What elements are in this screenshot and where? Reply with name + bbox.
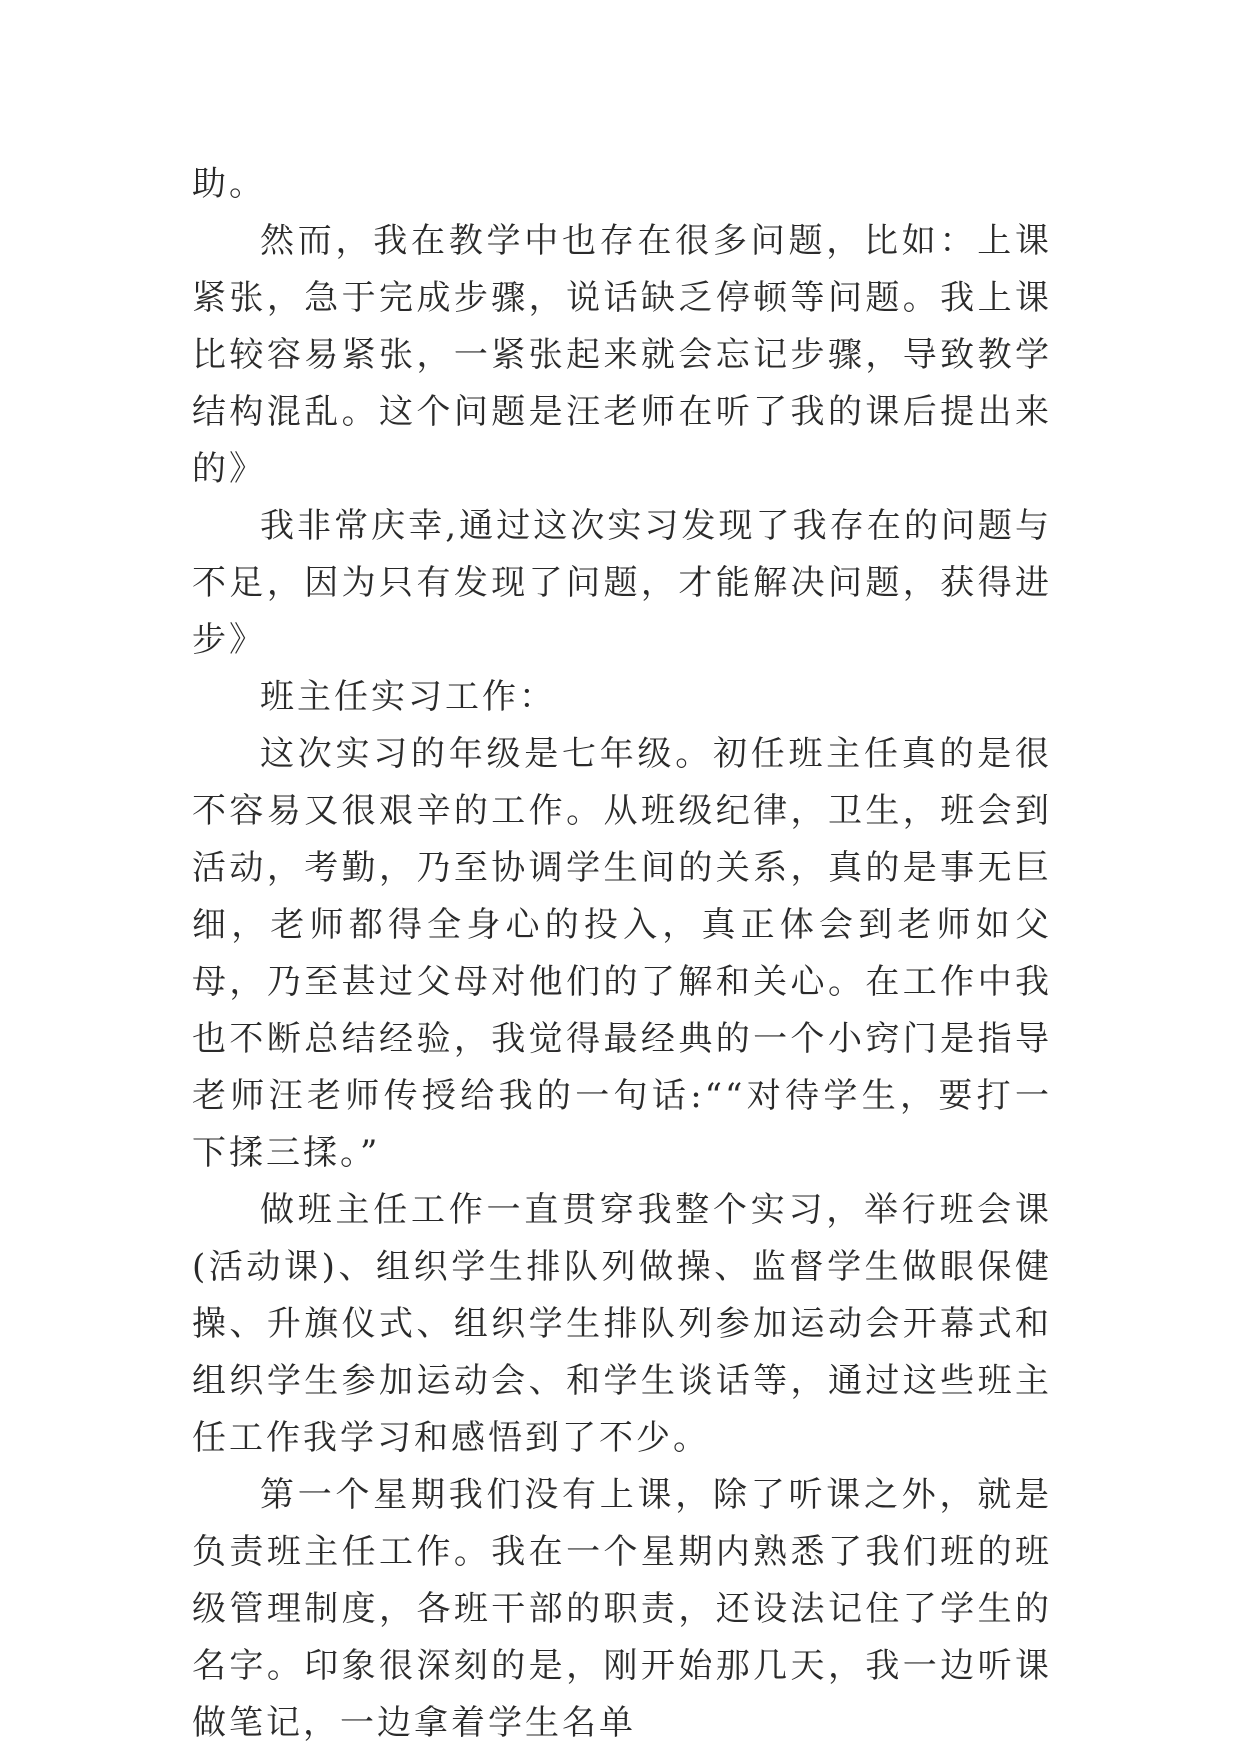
paragraph-teaching-problems: 然而，我在教学中也存在很多问题，比如：上课紧张，急于完成步骤，说话缺乏停顿等问题。我上课比较容易紧张，一紧张起来就会忘记步骤，导致教学结构混乱。这个问题是汪老师在听了我的课后提出来的》 xyxy=(192,221,1052,489)
paragraph-first-week: 第一个星期我们没有上课，除了听课之外，就是负责班主任工作。我在一个星期内熟悉了我们班的班级管理制度，各班干部的职责，还设法记住了学生的名字。印象很深刻的是，刚开始那几天，我一边听课做笔记，一边拿着学生名单 xyxy=(192,1475,1052,1743)
document-body xyxy=(192,156,1052,1752)
paragraph-grade-seven: 这次实习的年级是七年级。初任班主任真的是很不容易又很艰辛的工作。从班级纪律，卫生，班会到活动，考勤，乃至协调学生间的关系，真的是事无巨细，老师都得全身心的投入，真正体会到老师如父母，乃至甚过父母对他们的了解和关心。在工作中我也不断总结经验，我觉得最经典的一个小窍门是指导老师汪老师传授给我的一句话:““对待学生，要打一下揉三揉。” xyxy=(192,734,1052,1173)
paragraph-homeroom-duties: 做班主任工作一直贯穿我整个实习，举行班会课(活动课)、组织学生排队列做操、监督学生做眼保健操、升旗仪式、组织学生排队列参加运动会开幕式和组织学生参加运动会、和学生谈话等，通过这些班主任工作我学习和感悟到了不少。 xyxy=(192,1190,1052,1458)
section-heading-homeroom-internship: 班主任实习工作： xyxy=(260,677,556,717)
paragraph-continuation: 助。 xyxy=(192,164,266,204)
paragraph-reflection: 我非常庆幸,通过这次实习发现了我存在的问题与不足，因为只有发现了问题，才能解决问题，获得进步》 xyxy=(192,506,1052,660)
